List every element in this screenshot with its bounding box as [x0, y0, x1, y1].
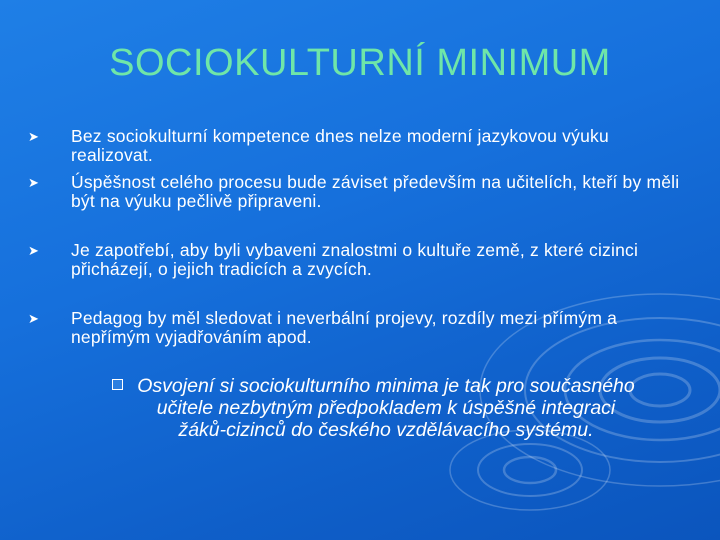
- arrowhead-bullet-icon: ➤: [28, 243, 40, 258]
- arrowhead-bullet-icon: ➤: [28, 129, 40, 144]
- slide-title: SOCIOKULTURNÍ MINIMUM: [109, 42, 611, 84]
- square-bullet-icon: [112, 379, 123, 390]
- bullet-text: Bez sociokulturní kompetence dnes nelze moderní jazykovou výuku realizovat.: [71, 126, 609, 165]
- bullet-text: Je zapotřebí, aby byli vybaveni znalostmi o kultuře země, z které cizinci přicházejí, o jejich tradicích a zvycích.: [71, 240, 639, 279]
- summary-note-text: Osvojení si sociokulturního minima je tak pro současného učitele nezbytným předpokladem k úspěšné integraci žáků-cizinců do českého vzdělávacího systému.: [137, 375, 635, 441]
- bullet-text: Úspěšnost celého procesu bude záviset především na učitelích, kteří by měli být na výuku pečlivě připraveni.: [71, 172, 680, 211]
- bullet-text: Pedagog by měl sledovat i neverbální projevy, rozdíly mezi přímým a nepřímým vyjadřováním apod.: [71, 308, 618, 347]
- arrowhead-bullet-icon: ➤: [28, 175, 40, 190]
- arrowhead-bullet-icon: ➤: [28, 311, 40, 326]
